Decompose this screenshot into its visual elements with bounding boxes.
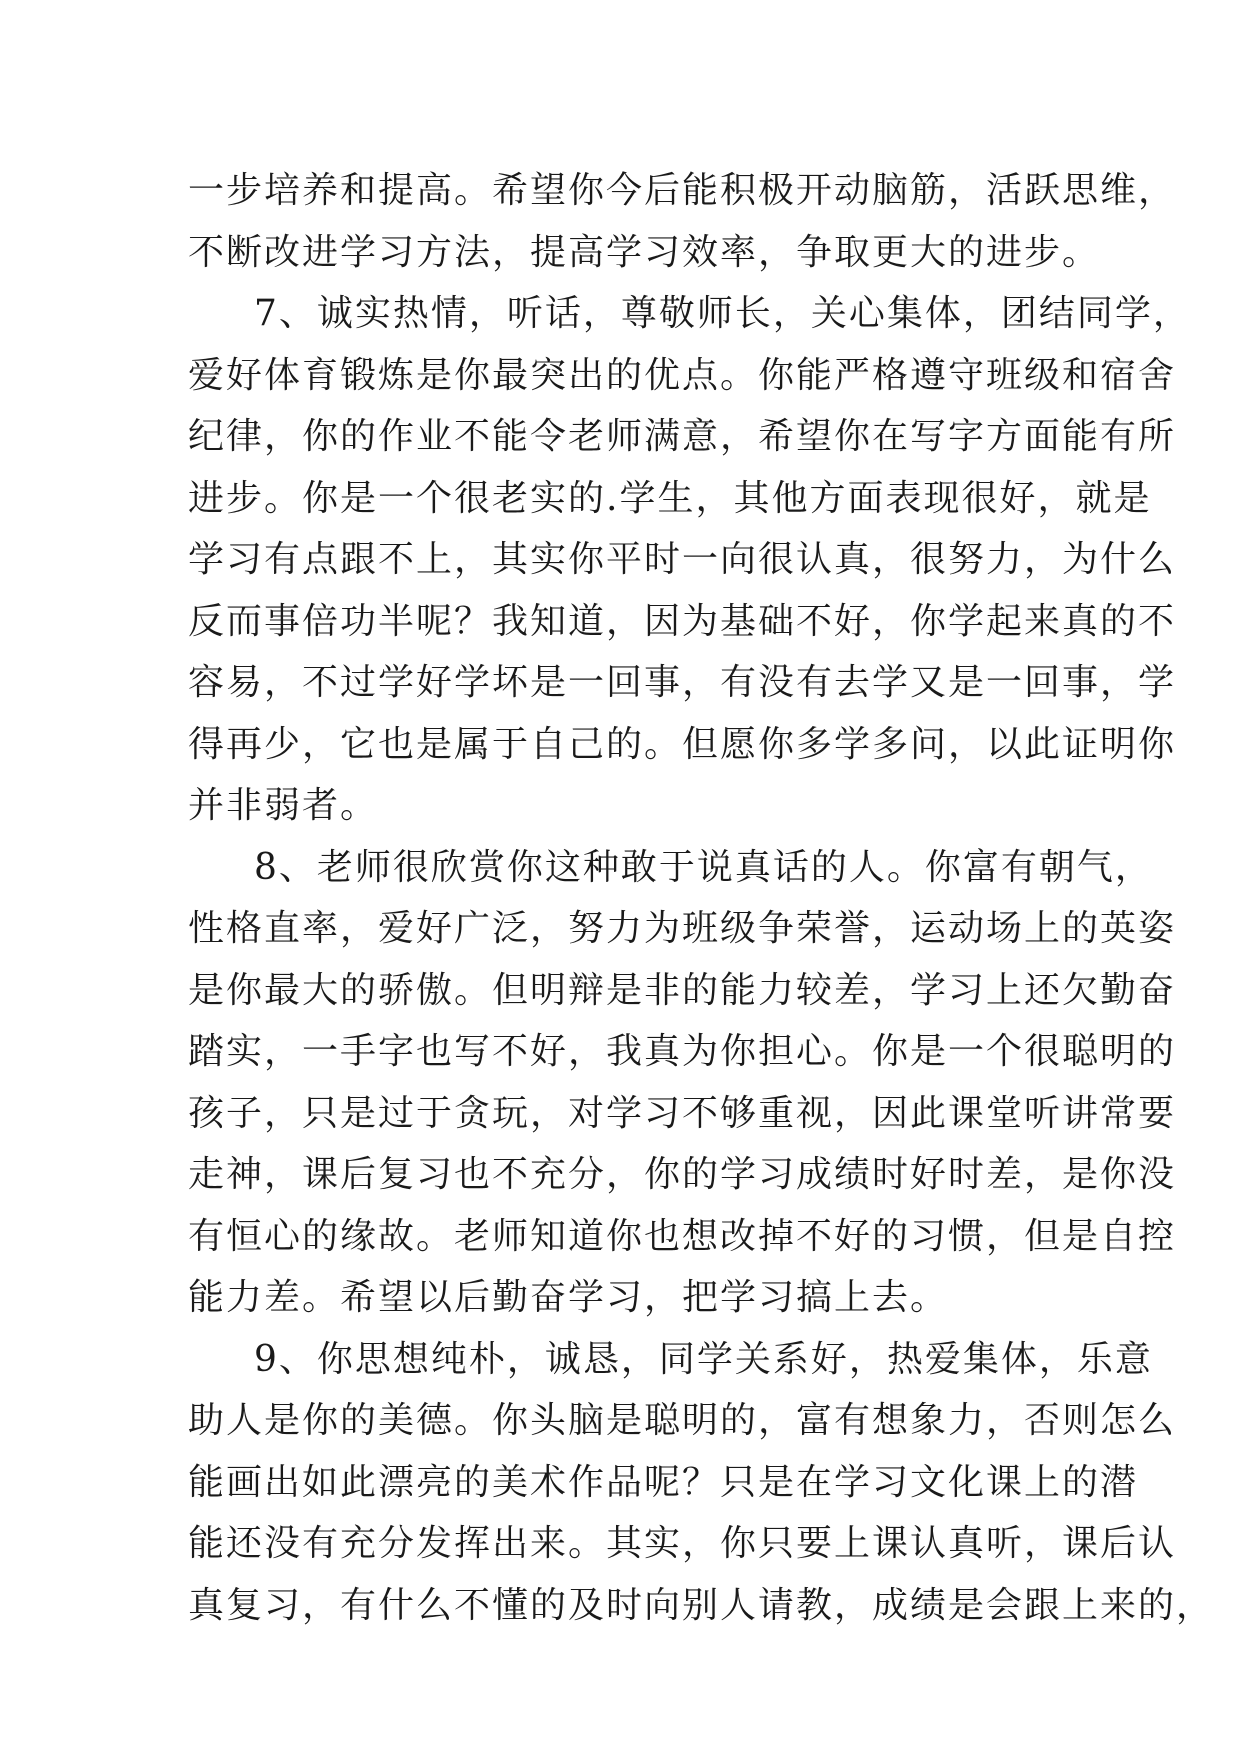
text-line: 并非弱者。 [188, 785, 379, 826]
document-body [188, 160, 1215, 1636]
text-line: 能画出如此漂亮的美术作品呢？只是在学习文化课上的潜 [188, 1461, 1139, 1503]
text-line: 9、你思想纯朴，诚恳，同学关系好，热爱集体，乐意 [254, 1338, 1153, 1380]
text-line: 反而事倍功半呢？我知道，因为基础不好，你学起来真的不 [188, 600, 1177, 642]
text-line: 爱好体育锻炼是你最突出的优点。你能严格遵守班级和宿舍 [188, 354, 1177, 396]
text-line: 孩子，只是过于贪玩，对学习不够重视，因此课堂听讲常要 [188, 1092, 1177, 1134]
paragraph-continuation [188, 160, 1177, 283]
text-line: 真复习，有什么不懂的及时向别人请教，成绩是会跟上来的， [188, 1584, 1215, 1626]
text-line: 助人是你的美德。你头脑是聪明的，富有想象力，否则怎么 [188, 1400, 1177, 1441]
text-line: 有恒心的缘故。老师知道你也想改掉不好的习惯，但是自控 [188, 1215, 1177, 1257]
paragraph-comment-9 [188, 1329, 1215, 1637]
text-line: 不断改进学习方法，提高学习效率，争取更大的进步。 [188, 231, 1101, 273]
text-line: 纪律，你的作业不能令老师满意，希望你在写字方面能有所 [188, 416, 1177, 457]
paragraph-comment-7 [188, 283, 1191, 837]
text-line: 能还没有充分发挥出来。其实，你只要上课认真听，课后认 [188, 1523, 1177, 1564]
text-line: 容易，不过学好学坏是一回事，有没有去学又是一回事，学 [188, 662, 1177, 703]
text-line: 踏实，一手字也写不好，我真为你担心。你是一个很聪明的 [188, 1031, 1177, 1072]
text-line: 进步。你是一个很老实的.学生，其他方面表现很好，就是 [188, 477, 1152, 519]
text-line: 能力差。希望以后勤奋学习，把学习搞上去。 [188, 1277, 949, 1318]
text-line: 得再少，它也是属于自己的。但愿你多学多问，以此证明你 [188, 723, 1177, 765]
text-line: 一步培养和提高。希望你今后能积极开动脑筋，活跃思维， [188, 170, 1177, 211]
text-line: 性格直率，爱好广泛，努力为班级争荣誉，运动场上的英姿 [188, 908, 1177, 949]
paragraph-comment-8 [188, 837, 1177, 1329]
text-line: 走神，课后复习也不充分，你的学习成绩时好时差，是你没 [188, 1154, 1177, 1195]
text-line: 8、老师很欣赏你这种敢于说真话的人。你富有朝气， [254, 846, 1153, 888]
text-line: 是你最大的骄傲。但明辩是非的能力较差，学习上还欠勤奋 [188, 969, 1177, 1011]
text-line: 7、诚实热情，听话，尊敬师长，关心集体，团结同学， [254, 293, 1191, 334]
text-line: 学习有点跟不上，其实你平时一向很认真，很努力，为什么 [188, 539, 1177, 580]
